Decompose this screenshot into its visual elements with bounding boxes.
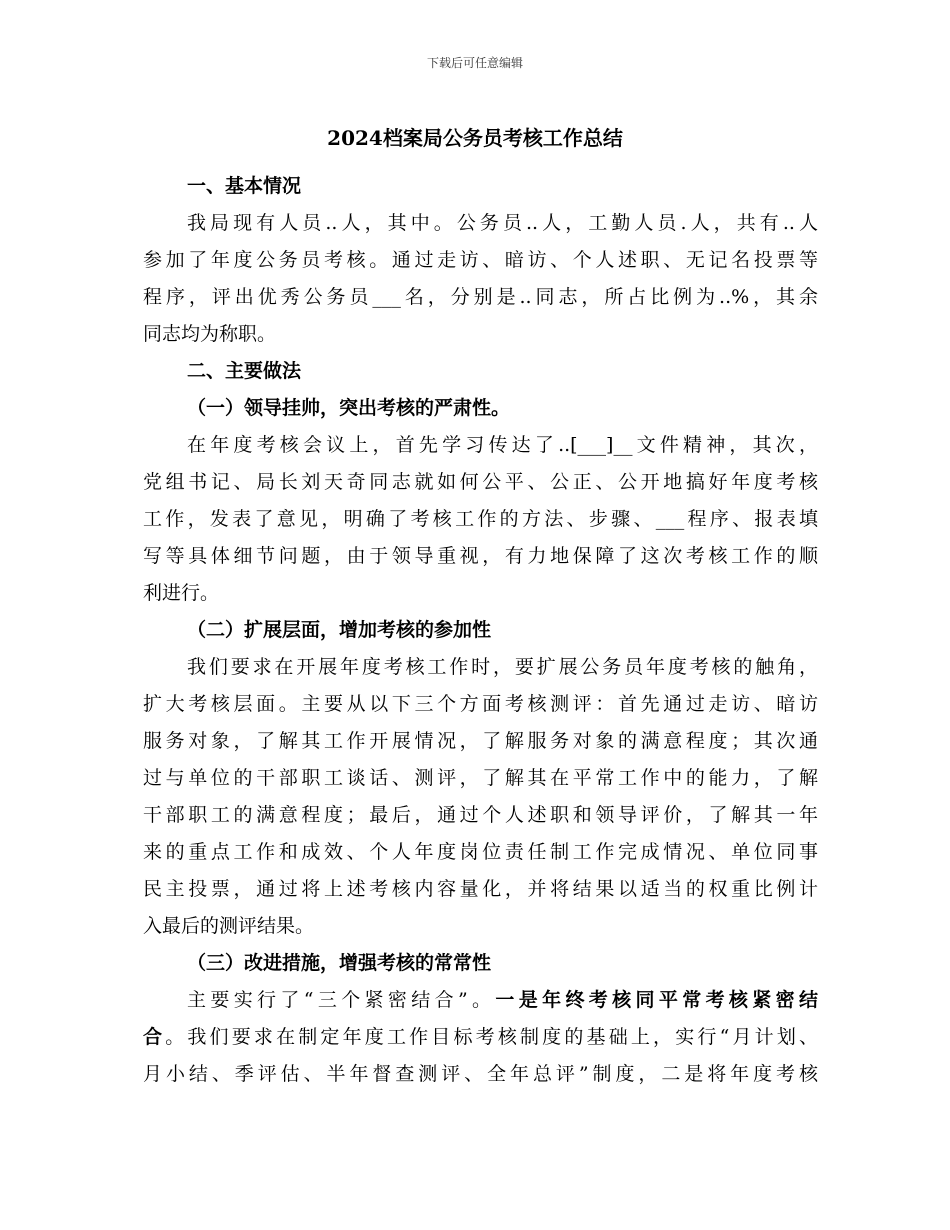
subsection-heading-1: （一）领导挂帅，突出考核的严肃性。 xyxy=(187,397,511,419)
paragraph-line: 入最后的测评结果。 xyxy=(143,915,315,937)
paragraph-line: 干部职工的满意程度；最后，通过个人述职和领导评价，了解其一年 xyxy=(143,804,818,826)
paragraph-line: 民主投票，通过将上述考核内容量化，并将结果以适当的权重比例计 xyxy=(143,878,818,900)
paragraph-line: 同志均为称职。 xyxy=(143,323,277,345)
paragraph-line: 来的重点工作和成效、个人年度岗位责任制工作完成情况、单位同事 xyxy=(143,841,818,863)
header-note: 下载后可任意编辑 xyxy=(426,56,523,70)
section-heading-methods: 二、主要做法 xyxy=(187,360,302,382)
document-title: 2024档案局公务员考核工作总结 xyxy=(327,126,623,150)
paragraph-line: 服务对象，了解其工作开展情况，了解服务对象的满意程度；其次通 xyxy=(143,730,818,752)
paragraph-line xyxy=(143,1019,818,1056)
subsection-heading-3: （三）改进措施，增强考核的常常性 xyxy=(187,952,492,974)
bold-text-run: 一是年终考核同平常考核紧密结 xyxy=(495,989,818,1011)
paragraph-line xyxy=(143,982,818,1019)
paragraph-line: 过与单位的干部职工谈话、测评，了解其在平常工作中的能力，了解 xyxy=(143,767,818,789)
text-run: 。我们要求在制定年度工作目标考核制度的基础上，实行“月计划、 xyxy=(165,1026,818,1048)
paragraph-line: 我局现有人员..人，其中。公务员..人，工勤人员.人，共有..人 xyxy=(187,212,818,234)
text-run: 主要实行了“三个紧密结合”。 xyxy=(187,989,496,1011)
paragraph-line: 程序，评出优秀公务员___名，分别是..同志，所占比例为..%，其余 xyxy=(143,286,818,308)
paragraph-line: 扩大考核层面。主要从以下三个方面考核测评：首先通过走访、暗访 xyxy=(143,693,818,715)
paragraph-line: 我们要求在开展年度考核工作时，要扩展公务员年度考核的触角， xyxy=(187,656,818,678)
paragraph-line: 写等具体细节问题，由于领导重视，有力地保障了这次考核工作的顺 xyxy=(143,545,818,567)
paragraph-line: 党组书记、局长刘天奇同志就如何公平、公正、公开地搞好年度考核 xyxy=(143,471,818,493)
paragraph-line: 参加了年度公务员考核。通过走访、暗访、个人述职、无记名投票等 xyxy=(143,249,818,271)
paragraph-line: 利进行。 xyxy=(143,582,220,604)
section-heading-basic: 一、基本情况 xyxy=(187,175,302,197)
paragraph-line: 在年度考核会议上，首先学习传达了..[___]__文件精神，其次， xyxy=(187,434,818,456)
subsection-heading-2: （二）扩展层面，增加考核的参加性 xyxy=(187,619,492,641)
bold-text-run: 合 xyxy=(143,1026,166,1048)
paragraph-line: 月小结、季评估、半年督查测评、全年总评”制度，二是将年度考核 xyxy=(143,1063,818,1085)
document-body xyxy=(143,168,818,1093)
paragraph-line: 工作，发表了意见，明确了考核工作的方法、步骤、___程序、报表填 xyxy=(143,508,818,530)
